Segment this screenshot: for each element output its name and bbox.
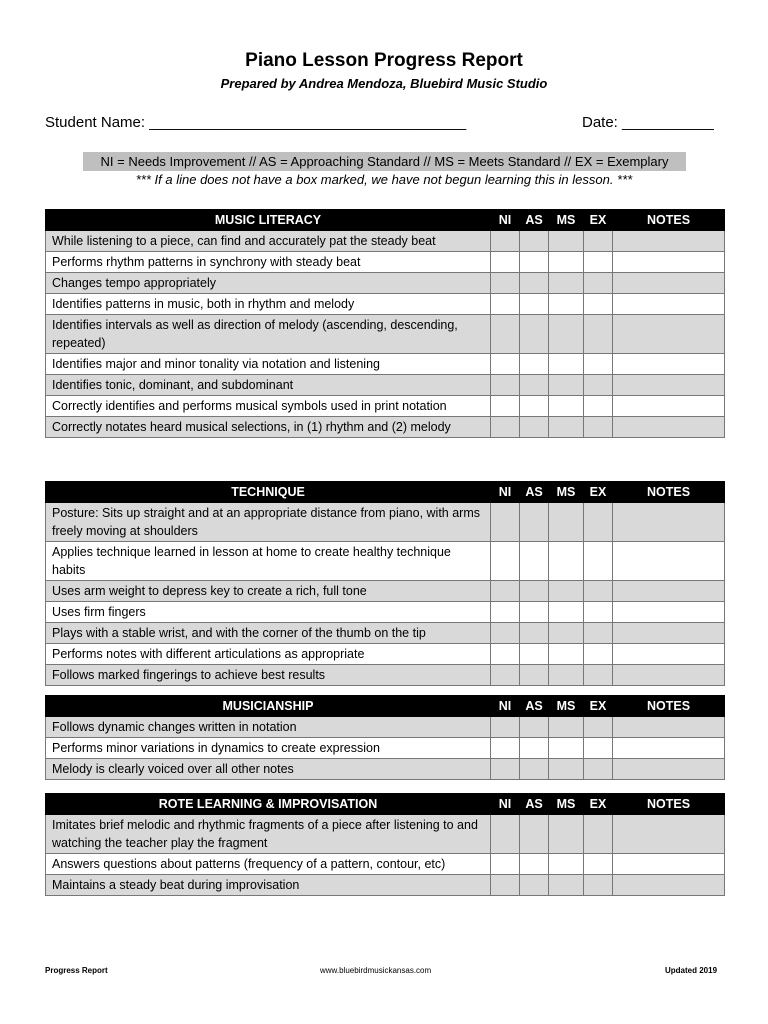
notes-checkbox[interactable]: [613, 854, 725, 875]
as-checkbox[interactable]: [520, 396, 549, 417]
skill-description: Uses arm weight to depress key to create a rich, full tone: [46, 581, 491, 602]
as-checkbox[interactable]: [520, 503, 549, 542]
column-header-as: AS: [520, 210, 549, 231]
column-header-ms: MS: [549, 794, 584, 815]
ex-checkbox[interactable]: [584, 759, 613, 780]
ms-checkbox[interactable]: [549, 273, 584, 294]
notes-checkbox[interactable]: [613, 738, 725, 759]
ms-checkbox[interactable]: [549, 665, 584, 686]
as-checkbox[interactable]: [520, 542, 549, 581]
footer-left: Progress Report: [45, 966, 108, 975]
skill-description: Imitates brief melodic and rhythmic fragments of a piece after listening to and watching the teacher play the fragment: [46, 815, 491, 854]
as-checkbox[interactable]: [520, 665, 549, 686]
ms-checkbox[interactable]: [549, 375, 584, 396]
table-row: [46, 315, 725, 354]
skill-description: Changes tempo appropriately: [46, 273, 491, 294]
ni-checkbox[interactable]: [491, 665, 520, 686]
notes-checkbox[interactable]: [613, 665, 725, 686]
table-row: [46, 644, 725, 665]
table-row: [46, 542, 725, 581]
table-row: [46, 252, 725, 273]
section-heading: MUSIC LITERACY: [46, 210, 491, 231]
ni-checkbox[interactable]: [491, 542, 520, 581]
date-field[interactable]: Date: ___________: [582, 114, 714, 131]
column-header-ex: EX: [584, 210, 613, 231]
rating-legend: NI = Needs Improvement // AS = Approaching Standard // MS = Meets Standard // EX = Exemplary: [83, 152, 686, 171]
ni-checkbox[interactable]: [491, 875, 520, 896]
ms-checkbox[interactable]: [549, 417, 584, 438]
table-row: [46, 417, 725, 438]
skill-description: Performs rhythm patterns in synchrony with steady beat: [46, 252, 491, 273]
ms-checkbox[interactable]: [549, 644, 584, 665]
skill-description: Performs notes with different articulations as appropriate: [46, 644, 491, 665]
column-header-notes: NOTES: [613, 696, 725, 717]
ex-checkbox[interactable]: [584, 315, 613, 354]
as-checkbox[interactable]: [520, 315, 549, 354]
notes-checkbox[interactable]: [613, 644, 725, 665]
as-checkbox[interactable]: [520, 623, 549, 644]
column-header-ms: MS: [549, 210, 584, 231]
ex-checkbox[interactable]: [584, 854, 613, 875]
page-title: Piano Lesson Progress Report: [245, 50, 523, 71]
ni-checkbox[interactable]: [491, 294, 520, 315]
table-row: [46, 294, 725, 315]
column-header-ms: MS: [549, 482, 584, 503]
notes-checkbox[interactable]: [613, 315, 725, 354]
notes-checkbox[interactable]: [613, 252, 725, 273]
ni-checkbox[interactable]: [491, 759, 520, 780]
table-row: [46, 854, 725, 875]
ms-checkbox[interactable]: [549, 815, 584, 854]
ms-checkbox[interactable]: [549, 252, 584, 273]
notes-checkbox[interactable]: [613, 273, 725, 294]
ms-checkbox[interactable]: [549, 623, 584, 644]
ms-checkbox[interactable]: [549, 354, 584, 375]
skill-description: Plays with a stable wrist, and with the corner of the thumb on the tip: [46, 623, 491, 644]
ms-checkbox[interactable]: [549, 315, 584, 354]
as-checkbox[interactable]: [520, 854, 549, 875]
column-header-as: AS: [520, 794, 549, 815]
ex-checkbox[interactable]: [584, 417, 613, 438]
section-heading: ROTE LEARNING & IMPROVISATION: [46, 794, 491, 815]
skill-description: Performs minor variations in dynamics to create expression: [46, 738, 491, 759]
column-header-ex: EX: [584, 696, 613, 717]
column-header-ms: MS: [549, 696, 584, 717]
table-row: [46, 396, 725, 417]
column-header-as: AS: [520, 482, 549, 503]
skill-description: Identifies tonic, dominant, and subdominant: [46, 375, 491, 396]
section-table-technique: [45, 481, 725, 686]
notes-checkbox[interactable]: [613, 815, 725, 854]
skill-description: Answers questions about patterns (frequency of a pattern, contour, etc): [46, 854, 491, 875]
page-subtitle: Prepared by Andrea Mendoza, Bluebird Music Studio: [220, 76, 548, 91]
as-checkbox[interactable]: [520, 644, 549, 665]
notes-checkbox[interactable]: [613, 875, 725, 896]
as-checkbox[interactable]: [520, 581, 549, 602]
ex-checkbox[interactable]: [584, 375, 613, 396]
ni-checkbox[interactable]: [491, 717, 520, 738]
table-row: [46, 665, 725, 686]
notes-checkbox[interactable]: [613, 231, 725, 252]
table-row: [46, 602, 725, 623]
ni-checkbox[interactable]: [491, 396, 520, 417]
as-checkbox[interactable]: [520, 875, 549, 896]
ni-checkbox[interactable]: [491, 354, 520, 375]
ni-checkbox[interactable]: [491, 738, 520, 759]
skill-description: Applies technique learned in lesson at home to create healthy technique habits: [46, 542, 491, 581]
ex-checkbox[interactable]: [584, 273, 613, 294]
notes-checkbox[interactable]: [613, 375, 725, 396]
column-header-ni: NI: [491, 696, 520, 717]
column-header-ex: EX: [584, 482, 613, 503]
ex-checkbox[interactable]: [584, 717, 613, 738]
as-checkbox[interactable]: [520, 815, 549, 854]
section-table-music-literacy: [45, 209, 725, 438]
ms-checkbox[interactable]: [549, 396, 584, 417]
ex-checkbox[interactable]: [584, 503, 613, 542]
ms-checkbox[interactable]: [549, 294, 584, 315]
ni-checkbox[interactable]: [491, 252, 520, 273]
as-checkbox[interactable]: [520, 738, 549, 759]
table-row: [46, 759, 725, 780]
notes-checkbox[interactable]: [613, 542, 725, 581]
ms-checkbox[interactable]: [549, 231, 584, 252]
ms-checkbox[interactable]: [549, 503, 584, 542]
footer-website: www.bluebirdmusickansas.com: [320, 966, 432, 975]
student-name-field[interactable]: Student Name: ______________________________________: [45, 114, 467, 131]
as-checkbox[interactable]: [520, 231, 549, 252]
skill-description: Follows dynamic changes written in notation: [46, 717, 491, 738]
notes-checkbox[interactable]: [613, 623, 725, 644]
table-row: [46, 875, 725, 896]
instruction-note: *** If a line does not have a box marked, we have not begun learning this in lesson. ***: [135, 172, 633, 187]
section-heading: MUSICIANSHIP: [46, 696, 491, 717]
ex-checkbox[interactable]: [584, 396, 613, 417]
skill-description: Identifies major and minor tonality via notation and listening: [46, 354, 491, 375]
notes-checkbox[interactable]: [613, 354, 725, 375]
ex-checkbox[interactable]: [584, 665, 613, 686]
as-checkbox[interactable]: [520, 273, 549, 294]
table-row: [46, 273, 725, 294]
column-header-ni: NI: [491, 210, 520, 231]
skill-description: Identifies intervals as well as direction of melody (ascending, descending, repeated): [46, 315, 491, 354]
notes-checkbox[interactable]: [613, 417, 725, 438]
ni-checkbox[interactable]: [491, 375, 520, 396]
notes-checkbox[interactable]: [613, 602, 725, 623]
table-row: [46, 503, 725, 542]
ex-checkbox[interactable]: [584, 294, 613, 315]
ms-checkbox[interactable]: [549, 542, 584, 581]
footer-right: Updated 2019: [665, 966, 718, 975]
notes-checkbox[interactable]: [613, 759, 725, 780]
ex-checkbox[interactable]: [584, 602, 613, 623]
as-checkbox[interactable]: [520, 252, 549, 273]
ms-checkbox[interactable]: [549, 875, 584, 896]
ms-checkbox[interactable]: [549, 738, 584, 759]
ex-checkbox[interactable]: [584, 623, 613, 644]
skill-description: Follows marked fingerings to achieve best results: [46, 665, 491, 686]
ni-checkbox[interactable]: [491, 315, 520, 354]
ni-checkbox[interactable]: [491, 854, 520, 875]
column-header-ni: NI: [491, 482, 520, 503]
column-header-ni: NI: [491, 794, 520, 815]
as-checkbox[interactable]: [520, 717, 549, 738]
skill-description: Correctly notates heard musical selections, in (1) rhythm and (2) melody: [46, 417, 491, 438]
as-checkbox[interactable]: [520, 354, 549, 375]
ex-checkbox[interactable]: [584, 875, 613, 896]
column-header-notes: NOTES: [613, 794, 725, 815]
ms-checkbox[interactable]: [549, 759, 584, 780]
ms-checkbox[interactable]: [549, 602, 584, 623]
skill-description: Maintains a steady beat during improvisation: [46, 875, 491, 896]
notes-checkbox[interactable]: [613, 717, 725, 738]
notes-checkbox[interactable]: [613, 396, 725, 417]
table-row: [46, 717, 725, 738]
ex-checkbox[interactable]: [584, 815, 613, 854]
ni-checkbox[interactable]: [491, 581, 520, 602]
ms-checkbox[interactable]: [549, 717, 584, 738]
as-checkbox[interactable]: [520, 294, 549, 315]
column-header-notes: NOTES: [613, 210, 725, 231]
ni-checkbox[interactable]: [491, 644, 520, 665]
as-checkbox[interactable]: [520, 375, 549, 396]
notes-checkbox[interactable]: [613, 581, 725, 602]
skill-description: Identifies patterns in music, both in rhythm and melody: [46, 294, 491, 315]
table-row: [46, 581, 725, 602]
skill-description: Melody is clearly voiced over all other notes: [46, 759, 491, 780]
section-heading: TECHNIQUE: [46, 482, 491, 503]
table-row: [46, 375, 725, 396]
column-header-ex: EX: [584, 794, 613, 815]
notes-checkbox[interactable]: [613, 503, 725, 542]
as-checkbox[interactable]: [520, 417, 549, 438]
column-header-as: AS: [520, 696, 549, 717]
table-row: [46, 623, 725, 644]
section-table-rote-learning-improvisation: [45, 793, 725, 896]
notes-checkbox[interactable]: [613, 294, 725, 315]
section-table-musicianship: [45, 695, 725, 780]
ex-checkbox[interactable]: [584, 644, 613, 665]
table-row: [46, 231, 725, 252]
ni-checkbox[interactable]: [491, 602, 520, 623]
skill-description: Posture: Sits up straight and at an appropriate distance from piano, with arms freely moving at shoulders: [46, 503, 491, 542]
ni-checkbox[interactable]: [491, 503, 520, 542]
ms-checkbox[interactable]: [549, 581, 584, 602]
table-row: [46, 354, 725, 375]
skill-description: While listening to a piece, can find and accurately pat the steady beat: [46, 231, 491, 252]
as-checkbox[interactable]: [520, 602, 549, 623]
ex-checkbox[interactable]: [584, 252, 613, 273]
ex-checkbox[interactable]: [584, 581, 613, 602]
ex-checkbox[interactable]: [584, 738, 613, 759]
table-row: [46, 815, 725, 854]
ms-checkbox[interactable]: [549, 854, 584, 875]
skill-description: Uses firm fingers: [46, 602, 491, 623]
ex-checkbox[interactable]: [584, 542, 613, 581]
ni-checkbox[interactable]: [491, 273, 520, 294]
ni-checkbox[interactable]: [491, 623, 520, 644]
as-checkbox[interactable]: [520, 759, 549, 780]
ni-checkbox[interactable]: [491, 815, 520, 854]
skill-description: Correctly identifies and performs musical symbols used in print notation: [46, 396, 491, 417]
ni-checkbox[interactable]: [491, 231, 520, 252]
ex-checkbox[interactable]: [584, 231, 613, 252]
table-row: [46, 738, 725, 759]
column-header-notes: NOTES: [613, 482, 725, 503]
ex-checkbox[interactable]: [584, 354, 613, 375]
ni-checkbox[interactable]: [491, 417, 520, 438]
